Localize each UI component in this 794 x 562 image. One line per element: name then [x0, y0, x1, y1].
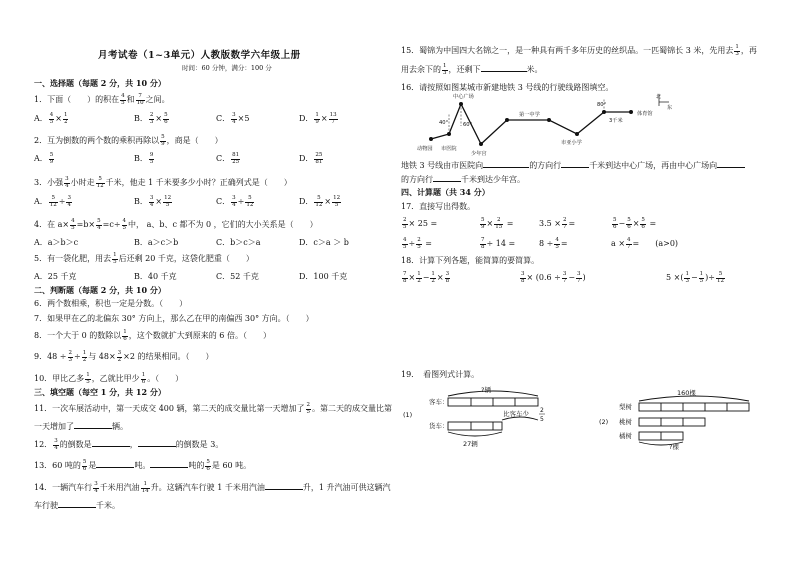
bar-freight	[448, 422, 502, 430]
distance-label: 3千米	[609, 118, 623, 124]
question-9: 9．48 ÷ $\frac{2}{3}$ ÷ $\frac{1}{2}$ 与 48× $\frac{3}{2}$ ×2 的结果相同。（ ）	[34, 350, 214, 363]
question-15-line2: 用去余下的 $\frac{1}{3}$ ，还剩下 米。	[401, 63, 543, 76]
question-17: 17．直接写出得数。	[401, 202, 476, 211]
svg-text:北: 北	[656, 94, 662, 100]
question-4: 4．在 a× $\frac{4}{5}$ =b× $\frac{5}{4}$ =c÷ $\frac{4}{5}$ 中， a、b、c 都不为 0 ，它们的大小关系是（ ）	[34, 218, 318, 231]
station-zoo	[429, 137, 433, 141]
label-hospital: 市医院	[441, 146, 457, 152]
station-youth-palace	[479, 142, 483, 146]
q11-blank[interactable]	[74, 421, 112, 429]
question-12: 12． $\frac{3}{4}$ 的倒数是 ， 的倒数是 3。	[34, 438, 224, 451]
q18-item-2: $\frac{3}{8}$ × (0.6 ÷ $\frac{3}{7}$ − $\frac{3}{7}$ )	[521, 271, 586, 284]
svg-text:货车：: 货车：	[429, 422, 449, 430]
q5-option-b[interactable]: B．40 千克	[134, 272, 177, 281]
question-18: 18．计算下列各题，能简算的要简算。	[401, 256, 540, 265]
diagram-cars	[403, 380, 578, 452]
q3-option-b[interactable]: B． $\frac{3}{4}$ × $\frac{12}{5}$	[134, 195, 172, 208]
q13-blank-1[interactable]	[96, 460, 134, 468]
section-judge: 二、判断题（每题 2 分，共 10 分）	[34, 285, 166, 295]
q2-option-c[interactable]: C． $\frac{81}{25}$	[216, 152, 240, 165]
q2-option-b[interactable]: B． $\frac{9}{5}$	[134, 152, 154, 165]
angle-80: 80°	[597, 102, 607, 108]
section-calc: 四、计算题（共 34 分）	[401, 187, 490, 197]
section-fill: 三、填空题（每空 1 分，共 12 分）	[34, 387, 166, 397]
diagram-trees	[599, 380, 769, 452]
q2-option-d[interactable]: D． $\frac{25}{81}$	[299, 152, 323, 165]
svg-text:?辆: ?辆	[481, 386, 491, 394]
question-16: 16．请按照如图某城市新建地铁 3 号线的行驶线路图填空。	[401, 83, 614, 92]
compass-icon	[656, 93, 672, 111]
question-19: 19． 看图列式计算。	[401, 370, 480, 379]
svg-text:客车：: 客车：	[429, 398, 449, 406]
question-5: 5．有一袋化肥，用去 $\frac{1}{5}$ 后还剩 20 千克，这袋化肥重（ ）	[34, 252, 254, 265]
question-11-line2: 一天增加了 辆。	[34, 422, 128, 431]
q4-option-d[interactable]: D．c＞a ＞ b	[299, 238, 349, 247]
q16-blank-1[interactable]	[483, 160, 529, 168]
q16-blank-4[interactable]	[433, 174, 461, 182]
q12-blank-1[interactable]	[92, 439, 130, 447]
question-13: 13．60 吨的 $\frac{5}{6}$ 是 吨。 吨的 $\frac{5}{6}$ 是 60 吨。	[34, 459, 252, 472]
q17-item-8: a × $\frac{4}{7}$ = (a>0)	[611, 237, 679, 250]
q4-option-b[interactable]: B．a＞c＞b	[134, 238, 179, 247]
q1-option-a[interactable]: A． $\frac{4}{5}$ × $\frac{1}{2}$	[34, 112, 68, 125]
question-3: 3．小强 $\frac{3}{4}$ 小时走 $\frac{5}{12}$ 千米，他走 1 千米要多少小时？正确列式是（ ）	[34, 176, 292, 189]
question-16-answer-2: 的方向行 千米到达少年宫。	[401, 175, 525, 184]
q3-option-a[interactable]: A． $\frac{5}{12}$ ÷ $\frac{3}{4}$	[34, 195, 71, 208]
station-school-1	[547, 118, 551, 122]
q17-item-7: 8 ÷ $\frac{4}{5}$ =	[539, 237, 568, 250]
q16-blank-2[interactable]	[561, 160, 589, 168]
q5-option-d[interactable]: D．100 千克	[299, 272, 348, 281]
svg-text:梨树: 梨树	[619, 403, 632, 411]
q14-blank-1[interactable]	[265, 482, 303, 490]
question-16-answer-1: 地铁 3 号线由市医院向 的方向行 千米到达中心广场，再由中心广场向	[401, 160, 745, 170]
q17-item-3: 3.5 × $\frac{2}{7}$ =	[539, 217, 576, 230]
q4-option-c[interactable]: C．b＞c＞a	[216, 238, 261, 247]
exam-meta: 时间：60 分钟，满分：100 分	[182, 64, 272, 72]
svg-text:比客车少: 比客车少	[503, 410, 529, 418]
svg-text:2: 2	[540, 407, 544, 414]
question-15: 15．蜀锦为中国四大名锦之一，是一种具有两千多年历史的丝织品。一匹蜀锦长 3 米，先用去 $\frac{1}{3}$ ，再	[401, 44, 757, 57]
fraction-two-fifths	[539, 407, 545, 423]
question-7: 7．如果甲在乙的北偏东 30° 方向上，那么乙在甲的南偏西 30° 方向。（ ）	[34, 314, 314, 323]
q17-item-4: $\frac{5}{6}$ − $\frac{5}{6}$ × $\frac{5}{6}$ =	[613, 217, 657, 230]
svg-text:东: 东	[667, 105, 673, 111]
question-14-line2: 车行驶 千米。	[34, 501, 120, 510]
svg-text:桃树: 桃树	[619, 418, 632, 426]
metro-line	[431, 104, 631, 144]
question-8: 8．一个大于 0 的数除以 $\frac{1}{6}$ ，这个数就扩大到原来的 6 倍。（ ）	[34, 329, 271, 342]
angle-60: 60°	[463, 122, 473, 128]
q17-item-2: $\frac{5}{9}$ × $\frac{2}{15}$ =	[481, 217, 514, 230]
label-zoo: 动物园	[417, 146, 433, 152]
question-11: 11．一次车展活动中，第一天成交 400 辆，第二天的成交量比第一天增加了 $\frac{2}{5}$ 。第二天的成交量比第	[34, 402, 393, 415]
question-2: 2．互为倒数的两个数的乘积再除以 $\frac{5}{9}$ ，商是（ ）	[34, 134, 223, 147]
question-6: 6．两个数相乘，积也一定是分数。（ ）	[34, 299, 188, 308]
q1-option-c[interactable]: C． $\frac{3}{4}$ ×5	[216, 112, 250, 125]
q17-item-5: $\frac{4}{5}$ ÷ $\frac{2}{5}$ =	[403, 237, 432, 250]
question-14: 14．一辆汽车行 $\frac{3}{4}$ 千米用汽油 $\frac{1}{14}$ 升。这辆汽车行驶 1 千米用汽油 升，1 升汽油可供这辆汽	[34, 481, 391, 494]
angle-40: 40°	[439, 120, 449, 126]
q17-item-6: $\frac{7}{8}$ ÷ 14 =	[481, 237, 516, 250]
bar-peach	[639, 418, 705, 426]
q2-option-a[interactable]: A． $\frac{5}{9}$	[34, 152, 54, 165]
q12-blank-2[interactable]	[138, 439, 176, 447]
page-title: 月考试卷（1~3单元）人教版数学六年级上册	[98, 50, 301, 61]
q18-item-1: $\frac{7}{8}$ × $\frac{1}{2}$ − $\frac{1}{2}$ × $\frac{3}{8}$	[403, 271, 450, 284]
label-primary: 市亚小学	[561, 140, 582, 146]
q14-blank-2[interactable]	[58, 500, 96, 508]
label-school-1: 第一中学	[519, 112, 540, 118]
q3-option-c[interactable]: C． $\frac{3}{4}$ ÷ $\frac{5}{12}$	[216, 195, 254, 208]
station-turn	[505, 118, 509, 122]
station-primary	[575, 132, 579, 136]
q16-blank-3[interactable]	[717, 160, 745, 168]
question-1: 1．下面（ ）的积在 $\frac{4}{5}$ 和 $\frac{7}{10}$ 之间。	[34, 93, 170, 106]
q5-option-a[interactable]: A．25 千克	[34, 272, 77, 281]
question-10: 10．甲比乙多 $\frac{1}{5}$ ，乙就比甲少 $\frac{1}{6}$ 。（ ）	[34, 372, 184, 385]
svg-text:5: 5	[540, 416, 544, 423]
label-stadium: 体育馆	[637, 111, 653, 117]
svg-text:(1): (1)	[403, 411, 413, 419]
q13-blank-2[interactable]	[150, 460, 188, 468]
q1-option-d[interactable]: D． $\frac{1}{9}$ × $\frac{13}{7}$	[299, 112, 337, 125]
q5-option-c[interactable]: C．52 千克	[216, 272, 259, 281]
metro-map	[401, 92, 676, 156]
q18-item-3: 5 ×( $\frac{1}{3}$ − $\frac{1}{5}$ )÷ $\frac{5}{12}$	[666, 271, 724, 284]
station-stadium	[629, 110, 633, 114]
q3-option-d[interactable]: D． $\frac{5}{12}$ × $\frac{12}{5}$	[299, 195, 341, 208]
q17-item-1: $\frac{2}{5}$ × 25 =	[403, 217, 438, 230]
svg-text:160棵: 160棵	[677, 389, 696, 397]
svg-text:橘树: 橘树	[619, 432, 632, 440]
label-youth-palace: 少年宫	[471, 151, 487, 156]
q4-option-a[interactable]: A．a＞b＞c	[34, 238, 79, 247]
q15-blank[interactable]	[481, 64, 527, 72]
svg-text:27辆: 27辆	[463, 440, 478, 448]
svg-text:(2): (2)	[599, 418, 609, 426]
q1-option-b[interactable]: B． $\frac{2}{3}$ × $\frac{5}{6}$	[134, 112, 168, 125]
svg-text:?棵: ?棵	[669, 443, 679, 451]
bar-pear	[639, 403, 749, 411]
label-center-square: 中心广场	[453, 94, 474, 100]
section-choice: 一、选择题（每题 2 分，共 10 分）	[34, 78, 166, 88]
